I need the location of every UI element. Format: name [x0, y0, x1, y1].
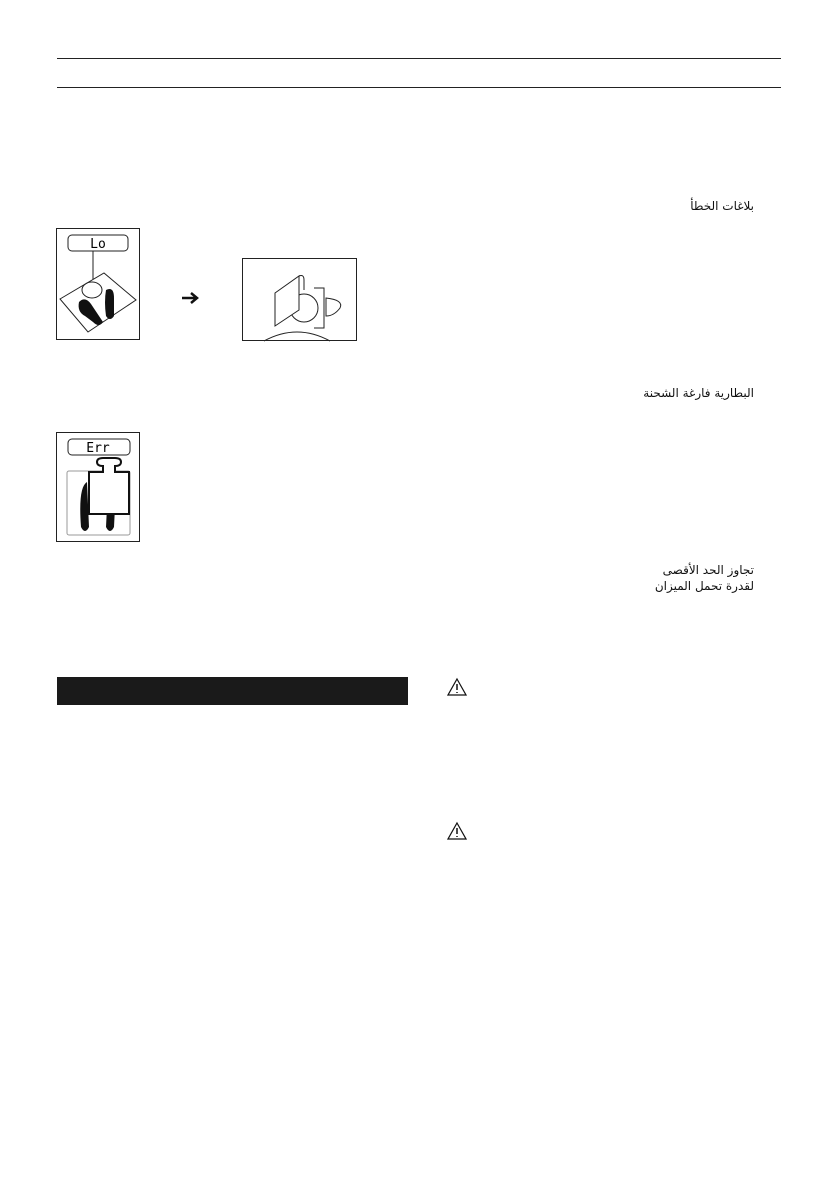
header-rule-bottom: [57, 87, 781, 88]
warning-triangle-icon: [447, 677, 467, 697]
overload-scale-illustration: [56, 432, 140, 542]
header-rule-top: [57, 58, 781, 59]
lo-display-text: Lo: [90, 237, 106, 252]
arrow-right-icon: [180, 291, 202, 305]
low-battery-scale-illustration: [56, 228, 140, 340]
overload-line-2: لقدرة تحمل الميزان: [654, 579, 754, 593]
overload-line-1: تجاوز الحد الأقصى: [662, 563, 754, 577]
section-title-bar: [57, 677, 408, 705]
section-heading-overload: [655, 562, 754, 594]
battery-compartment-illustration: [242, 258, 358, 342]
section-heading-battery-empty: البطارية فارغة الشحنة: [643, 386, 754, 400]
section-heading-error-messages: بلاغات الخطأ: [690, 199, 754, 213]
err-display-text: Err: [86, 441, 110, 456]
warning-triangle-icon: [447, 821, 467, 841]
